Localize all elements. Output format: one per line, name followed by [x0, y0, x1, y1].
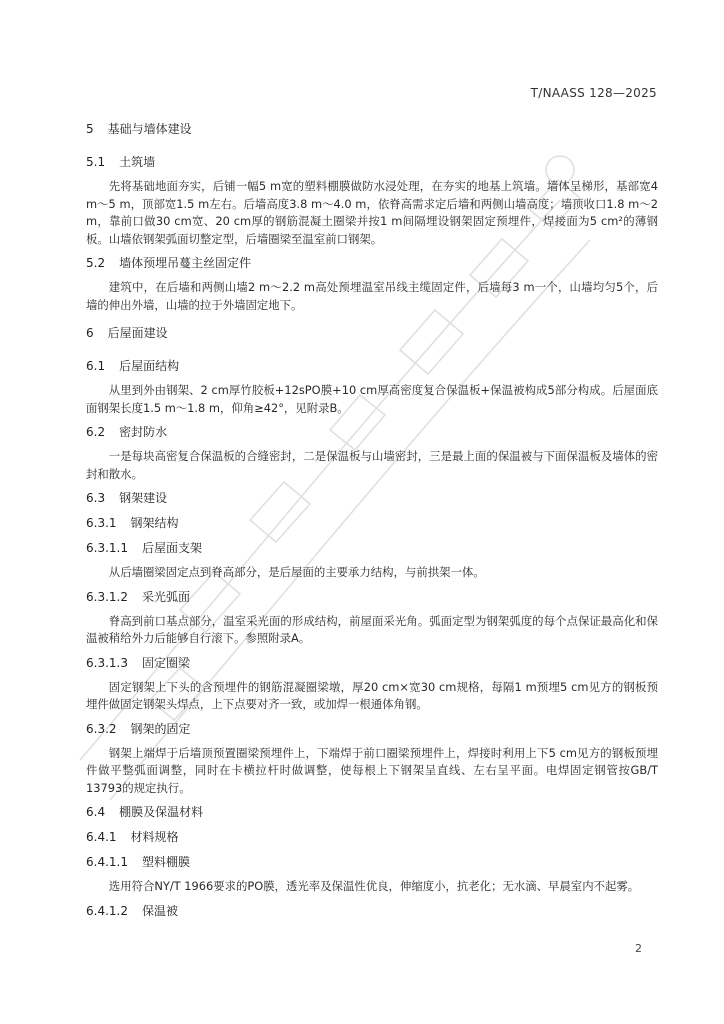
section-heading-5-2	[86, 254, 658, 272]
section-number: 6.2	[86, 425, 106, 439]
section-number: 6.4.1.2	[86, 903, 128, 918]
section-title: 保温被	[141, 903, 178, 918]
section-title: 钢架结构	[130, 516, 179, 530]
section-title: 固定圈梁	[141, 655, 190, 670]
section-title: 后屋面支架	[141, 541, 202, 555]
section-heading-6	[86, 324, 658, 342]
section-number: 6.3.2	[86, 721, 117, 736]
section-number: 5.1	[86, 155, 106, 169]
section-title: 墙体预埋吊蔓主丝固定件	[119, 256, 252, 270]
section-number: 6	[86, 326, 94, 340]
section-number: 6.3.1	[86, 516, 117, 530]
section-heading-6-4-1-2	[86, 902, 658, 920]
section-number: 6.3	[86, 491, 106, 505]
paragraph: 从后墙圈梁固定点到脊高部分，是后屋面的主要承力结构，与前拱架一体。	[108, 565, 485, 579]
paragraph: 选用符合NY/T 1966要求的PO膜，透光率及保温性优良，伸缩度小，抗老化；无水滴、早晨室内不起雾。	[108, 879, 640, 893]
section-number: 5.2	[86, 256, 106, 270]
section-number: 6.4.1	[86, 830, 117, 844]
section-heading-6-3	[86, 489, 658, 507]
section-title: 密封防水	[119, 425, 168, 439]
section-title: 后屋面结构	[119, 359, 180, 373]
section-heading-6-4	[86, 803, 658, 821]
paragraph: 先将基础地面夯实，后铺一幅5 m宽的塑料棚膜做防水浸处理，在夯实的地基上筑墙。墙体呈梯形，基部宽4 m～5 m，顶部宽1.5 m左右。后墙高度3.8 m～4.0 m，依脊高需求定后墙和两侧山墙高度；墙顶收口1.8 m～2 m，靠前口做30 cm宽、20 cm厚的钢筋混凝土圈梁并按1 m间隔埋设钢架固定预埋件，焊接面为5 cm²的薄钢板。山墙依钢架弧面切整定型，后墙圈梁至温室前口钢架。	[86, 179, 658, 246]
paragraph: 从里到外由钢架、2 cm厚竹胶板+12sPO膜+10 cm厚高密度复合保温板+保温被构成5部分构成。后屋面底面钢架长度1.5 m～1.8 m，仰角≥42°，见附录B。	[86, 383, 658, 415]
section-title: 土筑墙	[119, 155, 156, 169]
section-number: 6.3.1.3	[86, 655, 128, 670]
section-number: 6.3.1.1	[86, 541, 128, 555]
section-heading-5-1	[86, 153, 658, 171]
section-number: 6.1	[86, 359, 106, 373]
paragraph: 建筑中，在后墙和两侧山墙2 m～2.2 m高处预埋温室吊线主缆固定件，后墙每3 m一个，山墙均匀5个，后墙的伸出外墙，山墙的拉于外墙固定地下。	[86, 280, 658, 312]
section-number: 5	[86, 122, 94, 136]
section-heading-6-3-1-2	[86, 588, 658, 606]
section-number: 6.4	[86, 805, 106, 819]
document-body	[86, 110, 658, 927]
section-title: 后屋面建设	[107, 326, 168, 340]
paragraph: 钢架上端焊于后墙顶预置圈梁预埋件上，下端焊于前口圈梁预埋件上，焊接时利用上下5 cm见方的钢板预埋件做平整弧面调整，同时在卡横拉杆时做调整，使每根上下钢架呈直线、左右呈平面。电焊固定钢管按GB/T 13793的规定执行。	[86, 745, 658, 795]
paragraph: 一是每块高密复合保温板的合缝密封，二是保温板与山墙密封，三是最上面的保温被与下面保温板及墙体的密封和散水。	[86, 449, 658, 481]
section-heading-6-2	[86, 423, 658, 441]
paragraph: 脊高到前口基点部分，温室采光面的形成结构，前屋面采光角。弧面定型为钢架弧度的每个点保证最高化和保温被稍给外力后能够自行滚下。参照附录A。	[86, 613, 658, 645]
section-title: 棚膜及保温材料	[119, 805, 204, 819]
section-title: 钢架建设	[119, 491, 168, 505]
section-title: 材料规格	[130, 830, 179, 844]
section-title: 采光弧面	[141, 589, 190, 604]
section-heading-6-1	[86, 357, 658, 375]
section-heading-6-3-2	[86, 720, 658, 738]
section-title: 塑料棚膜	[141, 855, 190, 869]
section-title: 基础与墙体建设	[107, 122, 192, 136]
section-heading-6-3-1-3	[86, 654, 658, 672]
document-code: T/NAASS 128—2025	[530, 86, 657, 100]
section-number: 6.3.1.2	[86, 589, 128, 604]
section-heading-6-4-1-1	[86, 853, 658, 871]
section-heading-6-3-1-1	[86, 539, 658, 557]
section-heading-5	[86, 120, 658, 138]
page-number: 2	[635, 942, 642, 955]
section-heading-6-3-1	[86, 514, 658, 532]
section-title: 钢架的固定	[130, 721, 191, 736]
section-number: 6.4.1.1	[86, 855, 128, 869]
section-heading-6-4-1	[86, 828, 658, 846]
paragraph: 固定钢架上下头的含预埋件的钢筋混凝圈梁墩，厚20 cm×宽30 cm规格，每隔1 m预埋5 cm见方的钢板预埋件做固定钢架头焊点，上下点要对齐一致，或加焊一根通体角钢。	[86, 679, 658, 711]
